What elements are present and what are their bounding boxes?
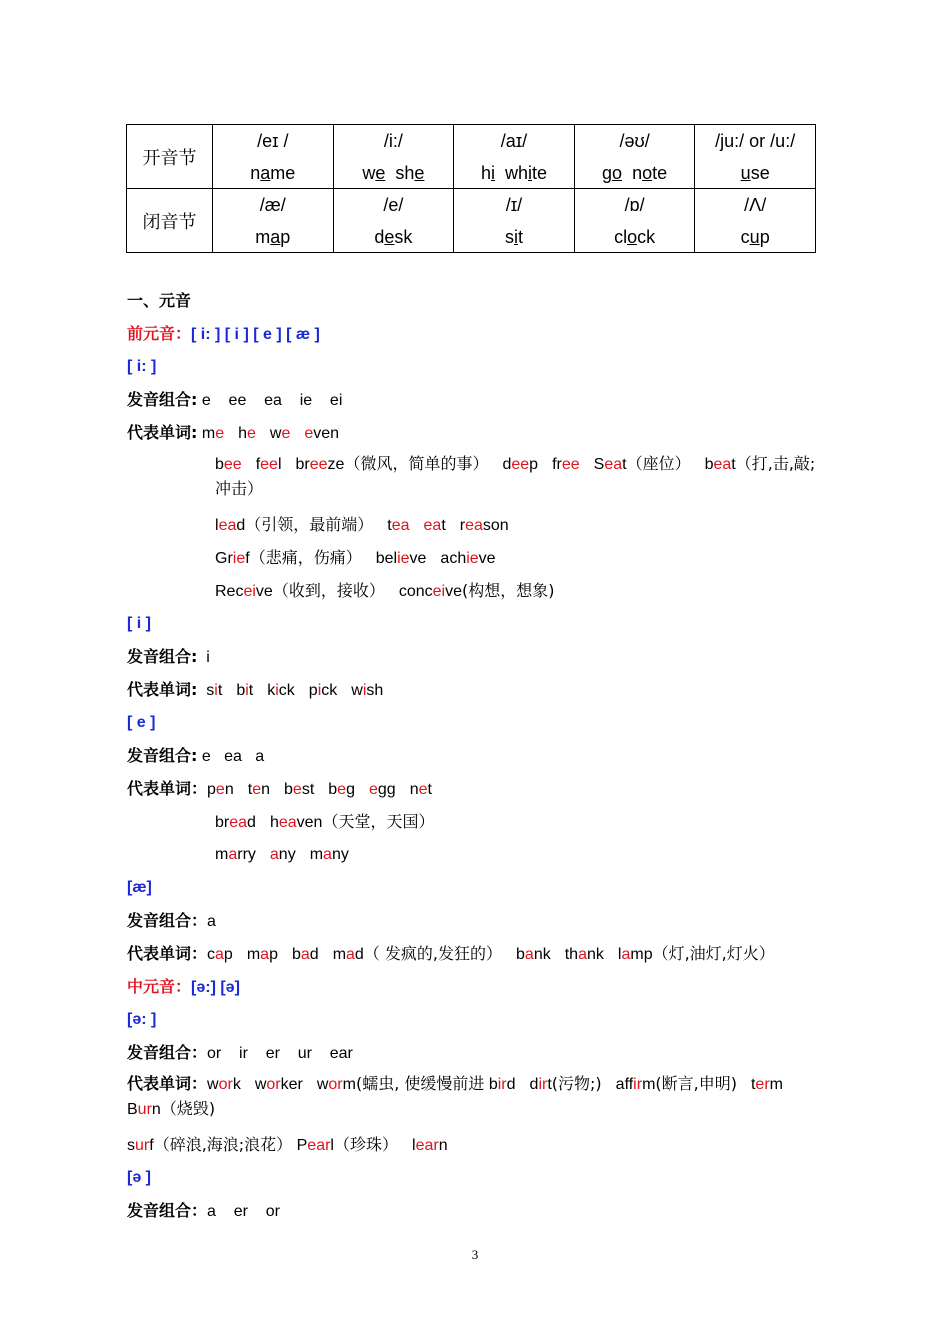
mid-vowels-heading: 中元音：[ə:] [ə] bbox=[127, 977, 240, 996]
combo-line: 发音组合：a er or bbox=[127, 1201, 280, 1220]
closed-syllable-row bbox=[127, 189, 816, 253]
closed-syllable-label: 闭音节 bbox=[127, 189, 213, 253]
table-cell: /e/ desk bbox=[333, 189, 454, 253]
table-cell: /ju:/ or /u:/ use bbox=[695, 125, 816, 189]
words-line: Grief（悲痛，伤痛） believe achieve bbox=[215, 548, 496, 567]
table-cell: /i:/ we she bbox=[333, 125, 454, 189]
ipa-heading: [ e ] bbox=[127, 714, 156, 731]
open-syllable-label: 开音节 bbox=[127, 125, 213, 189]
ipa-heading: [ i: ] bbox=[127, 358, 157, 375]
words-line: 代表单词：pen ten best beg egg net bbox=[127, 779, 432, 798]
ipa-heading: [æ] bbox=[127, 879, 152, 896]
words-line: bread heaven（天堂，天国） bbox=[215, 812, 435, 831]
table-cell: /əʊ/ go note bbox=[574, 125, 695, 189]
open-syllable-row bbox=[127, 125, 816, 189]
combo-line: 发音组合: e ee ea ie ei bbox=[127, 390, 343, 409]
table-cell: /Λ/ cup bbox=[695, 189, 816, 253]
table-cell: /eɪ / name bbox=[213, 125, 334, 189]
table-cell: /æ/ map bbox=[213, 189, 334, 253]
combo-line: 发音组合: e ea a bbox=[127, 746, 265, 765]
ipa-heading: [ə ] bbox=[127, 1169, 151, 1186]
words-line: marry any many bbox=[215, 846, 349, 863]
ipa-heading: [ i ] bbox=[127, 615, 151, 632]
front-vowels-heading: 前元音：[ i: ] [ i ] [ e ] [ æ ] bbox=[127, 324, 320, 343]
words-line: 代表单词: me he we even bbox=[127, 423, 340, 442]
words-line: 代表单词：work worker worm(蠕虫, 使缓慢前进 bird dirt(污物;) affirm(断言,申明) term Burn（烧毁) bbox=[127, 1074, 783, 1118]
words-line: 代表单词：cap map bad mad（ 发疯的,发狂的） bank thank lamp（灯,油灯,灯火） bbox=[127, 944, 775, 963]
combo-line: 发音组合：a bbox=[127, 911, 216, 930]
table-cell: /ɪ/ sit bbox=[454, 189, 575, 253]
words-line: bee feel breeze（微风，简单的事） deep free Seat（座位） beat（打,击,敲;冲击） bbox=[215, 454, 816, 498]
page-number: 3 bbox=[471, 1247, 479, 1262]
ipa-heading: [ə: ] bbox=[127, 1011, 157, 1028]
words-line: Receive（收到，接收） conceive(构想，想象) bbox=[215, 581, 555, 600]
section-heading: 一、元音 bbox=[127, 291, 192, 310]
table-cell: /ɒ/ clock bbox=[574, 189, 695, 253]
combo-line: 发音组合: i bbox=[127, 647, 210, 666]
words-line: 代表单词: sit bit kick pick wish bbox=[127, 680, 384, 699]
table-cell: /aɪ/ hi white bbox=[454, 125, 575, 189]
words-line: lead（引领，最前端） tea eat reason bbox=[215, 515, 509, 534]
words-line: surf（碎浪,海浪;浪花） Pearl（珍珠） learn bbox=[127, 1135, 448, 1154]
combo-line: 发音组合：or ir er ur ear bbox=[127, 1043, 353, 1062]
vowel-notes bbox=[127, 287, 827, 1230]
syllable-table bbox=[126, 124, 816, 253]
